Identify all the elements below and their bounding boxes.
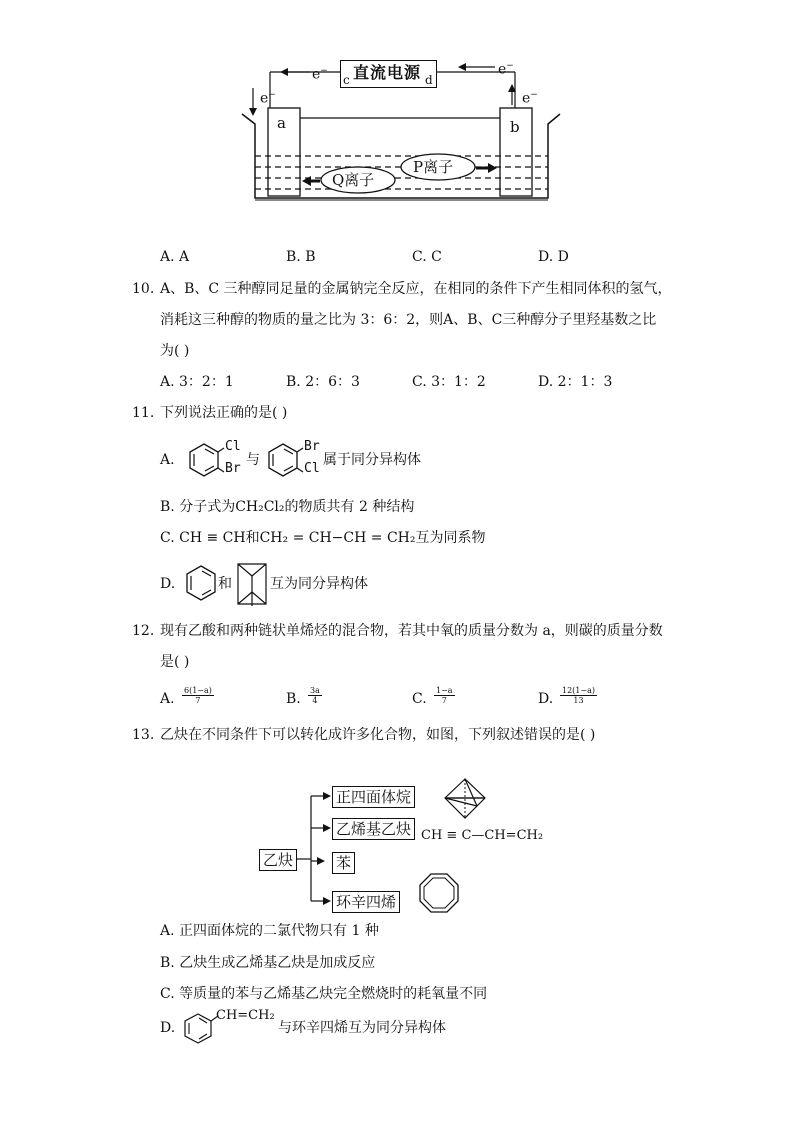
- q11-d-joiner: 和: [218, 576, 232, 592]
- q11-option-a[interactable]: [160, 438, 460, 482]
- q10-line-1: A、B、C 三种醇同足量的金属钠完全反应，在相同的条件下产生相同体积的氢气，: [160, 281, 672, 297]
- q13-option-d-letter: D.: [160, 1020, 176, 1036]
- q11-option-a-letter: A.: [160, 452, 175, 468]
- q11-option-d-letter: D.: [160, 576, 176, 592]
- q12-option-d-letter: D.: [538, 691, 554, 707]
- q11-a-tail: 属于同分异构体: [323, 452, 421, 468]
- q12-option-a-letter: A.: [160, 691, 175, 707]
- power-supply-box: [340, 60, 437, 88]
- q13-d-substituent: CH=CH₂: [216, 1008, 275, 1023]
- q-ion-label: Q离子: [332, 171, 375, 189]
- q10-option-a[interactable]: A. 3：2：1: [160, 374, 234, 390]
- q10-option-d[interactable]: D. 2：1：3: [538, 374, 613, 390]
- q11-a-joiner: 与: [246, 452, 260, 468]
- q12-option-a-fraction: [182, 686, 214, 705]
- vinylacetylene-box: 乙烯基乙炔: [332, 818, 415, 840]
- terminal-d-label: d: [425, 73, 433, 87]
- q13-option-d[interactable]: [160, 1010, 460, 1046]
- q11-a-left-br: Br: [225, 461, 241, 476]
- q9-option-d[interactable]: D. D: [538, 249, 569, 265]
- acetylene-source-box: 乙炔: [259, 849, 297, 871]
- q11-a-left-cl: Cl: [225, 439, 241, 454]
- benzene-ring-icon: [263, 441, 303, 481]
- q12-option-b-letter: B.: [286, 691, 301, 707]
- q13-number: 13.: [132, 727, 155, 743]
- fraction-denominator: 13: [573, 696, 584, 705]
- tetrahedrane-box: 正四面体烷: [332, 786, 415, 808]
- q11-option-d[interactable]: [160, 562, 380, 608]
- cyclooctatetraene-box: 环辛四烯: [332, 891, 400, 913]
- q9-option-c[interactable]: C. C: [412, 249, 442, 265]
- q13-option-a[interactable]: A. 正四面体烷的二氯代物只有 1 种: [160, 923, 379, 939]
- q10-line-2: 消耗这三种醇的物质的量之比为 3：6：2，则A、B、C三种醇分子里羟基数之比: [160, 312, 657, 328]
- benzene-ring-icon: [184, 441, 224, 481]
- terminal-c-label: c: [343, 73, 350, 87]
- q13-d-tail: 与环辛四烯互为同分异构体: [278, 1020, 446, 1036]
- q11-stem: 下列说法正确的是( ): [160, 405, 288, 421]
- q11-number: 11.: [132, 405, 155, 421]
- q11-a-right-cl: Cl: [304, 461, 320, 476]
- electron-label-left: e−: [260, 90, 276, 107]
- tetrahedrane-icon: [445, 779, 485, 818]
- q12-line-2: 是( ): [160, 654, 190, 670]
- electrode-a-label: a: [277, 114, 286, 132]
- electrolysis-figure: [230, 50, 570, 220]
- q13-stem: 乙炔在不同条件下可以转化成许多化合物，如图，下列叙述错误的是( ): [160, 727, 596, 743]
- acetylene-conversion-figure: [255, 776, 555, 916]
- benzene-ring-icon: [184, 564, 218, 604]
- q11-option-c[interactable]: C. CH ≡ CH和CH₂ = CH−CH = CH₂互为同系物: [160, 530, 486, 546]
- fraction-numerator: 3a: [310, 686, 320, 695]
- q9-option-b[interactable]: B. B: [286, 249, 316, 265]
- electron-label-top-right: e−: [498, 61, 514, 78]
- electron-label-right: e−: [522, 90, 538, 107]
- vinylacetylene-formula: CH ≡ C—CH=CH₂: [421, 828, 544, 843]
- q10-option-b[interactable]: B. 2：6：3: [286, 374, 360, 390]
- fraction-denominator: 4: [312, 696, 318, 705]
- fraction-denominator: 7: [441, 696, 447, 705]
- q10-line-3: 为( ): [160, 343, 190, 359]
- q12-option-c-letter: C.: [412, 691, 427, 707]
- fraction-denominator: 7: [195, 696, 201, 705]
- benzene-ring-icon: [182, 1012, 216, 1046]
- q10-number: 10.: [132, 281, 155, 297]
- fraction-numerator: 6(1−a): [184, 686, 212, 695]
- q12-option-d-fraction: [560, 686, 597, 705]
- q10-option-c[interactable]: C. 3：1：2: [412, 374, 486, 390]
- prismane-icon: [236, 562, 268, 606]
- power-supply-label: 直流电源: [353, 63, 422, 82]
- cyclooctatetraene-icon: [420, 874, 458, 912]
- q13-option-b[interactable]: B. 乙炔生成乙烯基乙炔是加成反应: [160, 955, 376, 971]
- q9-option-a[interactable]: A. A: [160, 249, 190, 265]
- electrode-b-label: b: [510, 118, 520, 136]
- q12-line-1: 现有乙酸和两种链状单烯烃的混合物，若其中氧的质量分数为 a，则碳的质量分数: [160, 623, 663, 639]
- fraction-numerator: 12(1−a): [562, 686, 595, 695]
- electron-label-top-left: e−: [312, 66, 328, 83]
- q12-number: 12.: [132, 623, 155, 639]
- q11-d-tail: 互为同分异构体: [270, 576, 368, 592]
- q11-a-right-br: Br: [304, 439, 320, 454]
- p-ion-label: P离子: [413, 158, 454, 176]
- q12-option-b-fraction: [308, 686, 322, 705]
- fraction-numerator: 1−a: [436, 686, 453, 695]
- benzene-box: 苯: [332, 852, 355, 874]
- q11-option-b[interactable]: B. 分子式为CH₂Cl₂的物质共有 2 种结构: [160, 499, 415, 515]
- q12-option-c-fraction: [434, 686, 455, 705]
- q13-option-c[interactable]: C. 等质量的苯与乙烯基乙炔完全燃烧时的耗氧量不同: [160, 986, 488, 1002]
